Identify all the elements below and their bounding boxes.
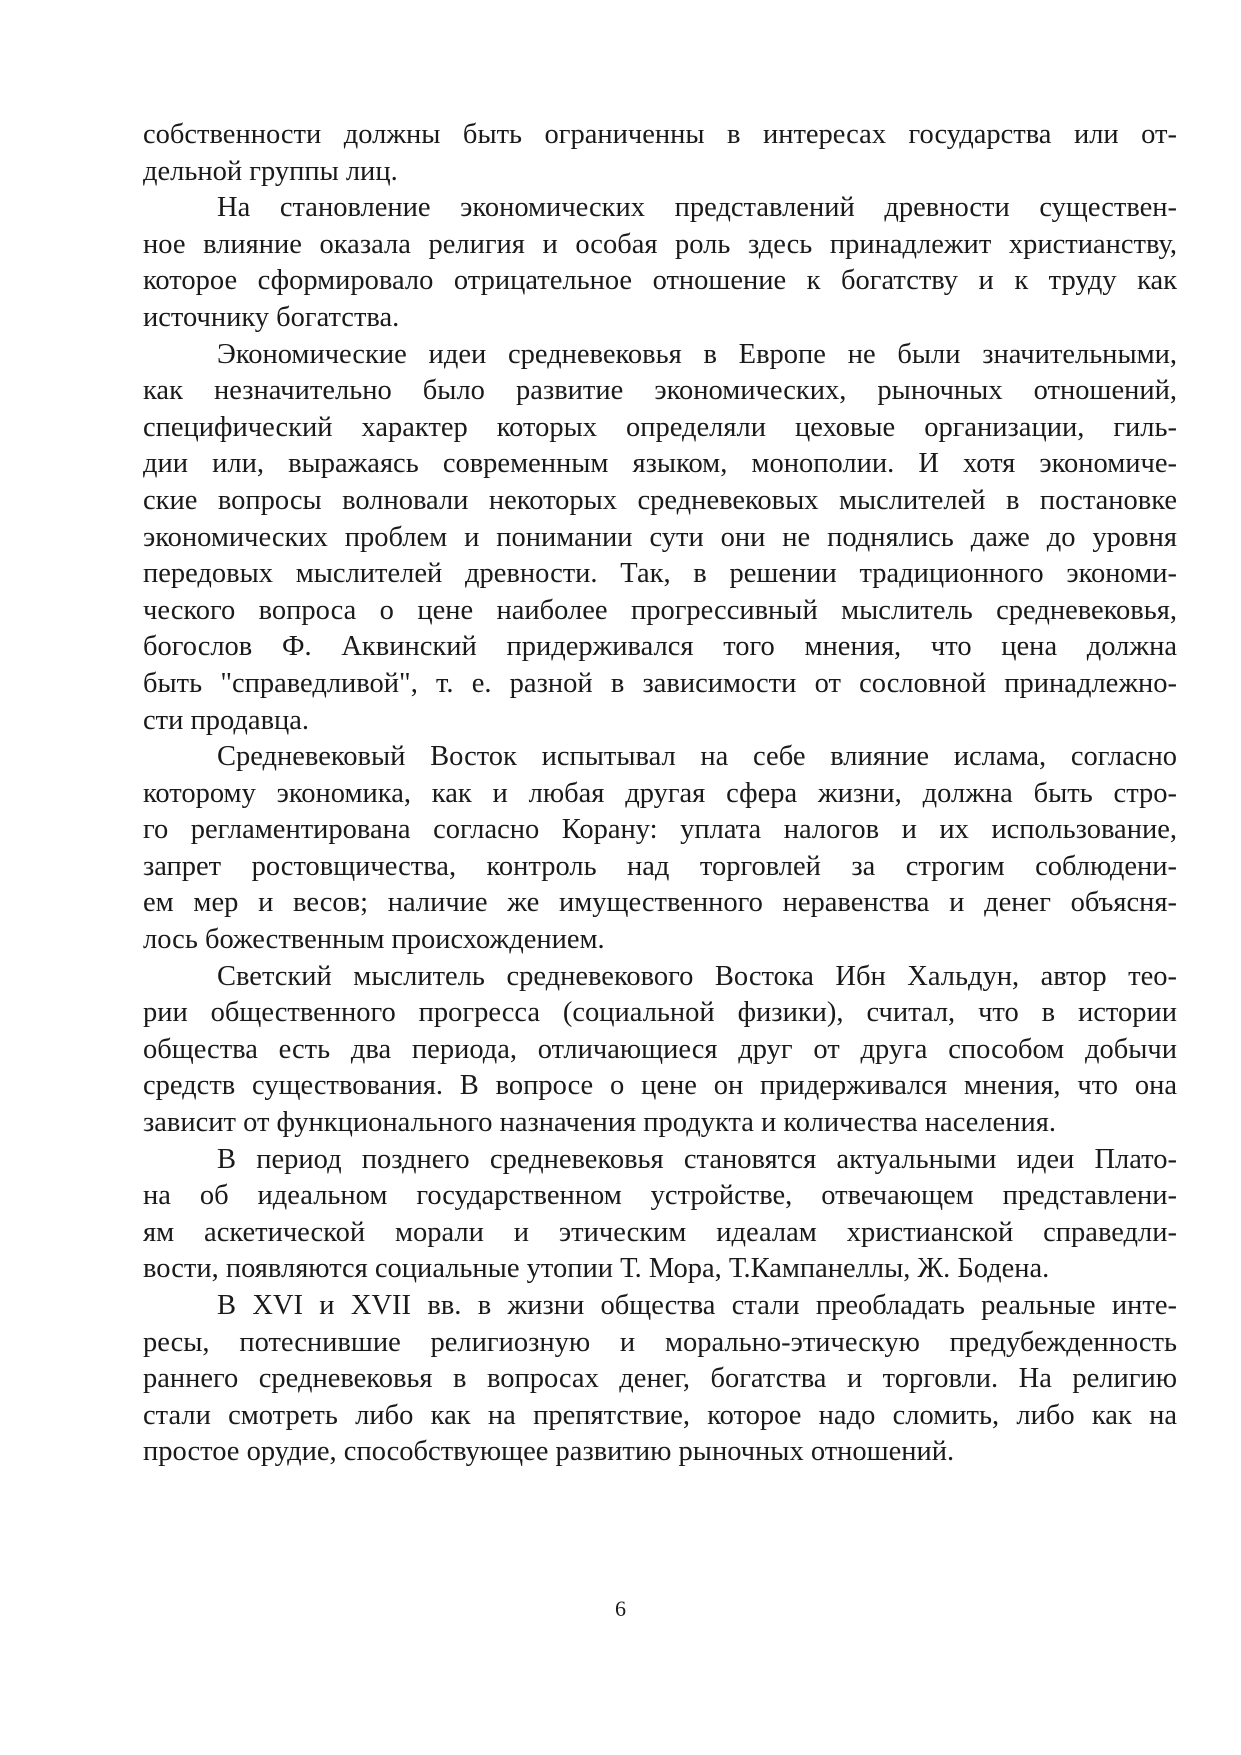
page-number: 6: [615, 1596, 626, 1621]
text-line: быть "справедливой", т. е. разной в зависимости от сословной принадлежно-: [143, 667, 1177, 699]
text-line: ские вопросы волновали некоторых средневековых мыслителей в постановке: [143, 484, 1177, 516]
text-line: ческого вопроса о цене наиболее прогрессивный мыслитель средневековья,: [143, 594, 1177, 626]
text-line: общества есть два периода, отличающиеся друг от друга способом добычи: [143, 1033, 1177, 1065]
text-line: которому экономика, как и любая другая сфера жизни, должна быть стро-: [143, 777, 1177, 809]
text-line: источнику богатства.: [143, 301, 400, 333]
text-line: ресы, потеснившие религиозную и морально-этическую предубежденность: [143, 1326, 1177, 1358]
text-line: средств существования. В вопросе о цене он придерживался мнения, что она: [143, 1070, 1177, 1102]
text-line: дии или, выражаясь современным языком, монополии. И хотя экономиче-: [143, 448, 1177, 480]
text-line: стали смотреть либо как на препятствие, которое надо сломить, либо как на: [143, 1399, 1177, 1431]
text-line: богослов Ф. Аквинский придерживался того мнения, что цена должна: [143, 631, 1177, 663]
text-line: экономических проблем и понимании сути они не поднялись даже до уровня: [143, 521, 1177, 553]
body-text: [143, 117, 1177, 1471]
text-line: рии общественного прогресса (социальной физики), считал, что в истории: [143, 997, 1177, 1029]
text-line: раннего средневековья в вопросах денег, богатства и торговли. На религию: [143, 1363, 1177, 1395]
text-line: дельной группы лиц.: [143, 155, 398, 187]
text-line: го регламентирована согласно Корану: уплата налогов и их использование,: [143, 814, 1177, 846]
text-line: Средневековый Восток испытывал на себе влияние ислама, согласно: [217, 741, 1177, 773]
text-line: В период позднего средневековья становятся актуальными идеи Плато-: [217, 1143, 1177, 1175]
text-line: ем мер и весов; наличие же имущественного неравенства и денег объясня-: [143, 887, 1177, 919]
text-line: запрет ростовщичества, контроль над торговлей за строгим соблюдени-: [143, 850, 1177, 882]
text-line: В XVI и XVII вв. в жизни общества стали преобладать реальные инте-: [217, 1290, 1177, 1321]
text-line: собственности должны быть ограниченны в интересах государства или от-: [143, 119, 1177, 150]
text-line: зависит от функционального назначения продукта и количества населения.: [143, 1107, 1056, 1139]
text-line: ное влияние оказала религия и особая роль здесь принадлежит христианству,: [143, 228, 1177, 260]
text-line: На становление экономических представлений древности существен-: [217, 192, 1177, 224]
text-line: которое сформировало отрицательное отношение к богатству и к труду как: [143, 265, 1177, 297]
text-line: передовых мыслителей древности. Так, в решении традиционного экономи-: [143, 558, 1177, 590]
text-line: Экономические идеи средневековья в Европе не были значительными,: [217, 338, 1177, 370]
text-line: вости, появляются социальные утопии Т. Мора, Т.Кампанеллы, Ж. Бодена.: [143, 1253, 1050, 1285]
text-line: Светский мыслитель средневекового Востока Ибн Хальдун, автор тео-: [217, 960, 1177, 992]
text-line: сти продавца.: [143, 704, 310, 736]
text-line: лось божественным происхождением.: [143, 924, 605, 956]
text-line: простое орудие, способствующее развитию рыночных отношений.: [143, 1436, 955, 1468]
text-line: специфический характер которых определяли цеховые организации, гиль-: [143, 411, 1177, 443]
text-line: на об идеальном государственном устройстве, отвечающем представлени-: [143, 1180, 1177, 1212]
text-line: как незначительно было развитие экономических, рыночных отношений,: [143, 375, 1177, 407]
text-line: ям аскетической морали и этическим идеалам христианской справедли-: [143, 1216, 1177, 1248]
